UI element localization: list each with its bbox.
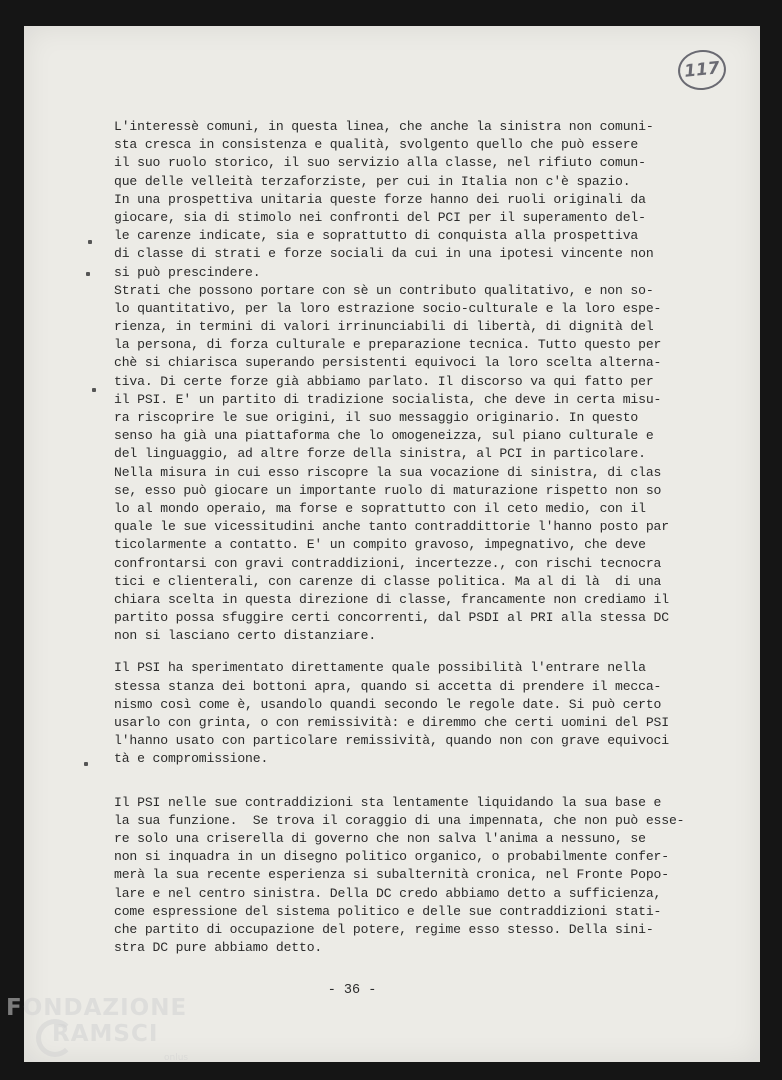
text-line: il suo ruolo storico, il suo servizio alla classe, nel rifiuto comun- — [114, 155, 646, 171]
margin-mark — [86, 272, 90, 276]
text-line: stra DC pure abbiamo detto. — [114, 940, 323, 956]
paragraph-3 — [114, 794, 685, 958]
watermark-line-2: RAMSCI — [52, 1021, 159, 1047]
text-line: giocare, sia di stimolo nei confronti del PCI per il superamento del- — [114, 209, 646, 225]
text-line: merà la sua recente esperienza si subalternità cronica, nel Fronte Popo- — [114, 867, 669, 883]
text-line: tà e compromissione. — [114, 751, 269, 767]
text-line: nismo così come è, usandolo quandi secondo le regole date. Si può certo — [114, 696, 662, 712]
text-line: come espressione del sistema politico e delle sue contraddizioni stati- — [114, 903, 662, 919]
text-line: quale le sue vicessitudini anche tanto contraddittorie l'hanno posto par — [114, 519, 669, 535]
text-line: Nella misura in cui esso riscopre la sua vocazione di sinistra, di clas — [114, 464, 662, 480]
folio-number-stamp: 117 — [676, 48, 728, 93]
text-line: Il PSI ha sperimentato direttamente quale possibilità l'entrare nella — [114, 660, 646, 676]
text-line: rienza, in termini di valori irrinunciabili di libertà, di dignità del — [114, 319, 654, 335]
text-line: Il PSI nelle sue contraddizioni sta lentamente liquidando la sua base e — [114, 794, 662, 810]
text-line: In una prospettiva unitaria queste forze hanno dei ruoli originali da — [114, 191, 646, 207]
text-line: le carenze indicate, sia e soprattutto di conquista alla prospettiva — [114, 228, 639, 244]
text-line: ra riscoprire le sue origini, il suo messaggio originario. In questo — [114, 410, 639, 425]
text-line: sta cresca in consistenza e qualità, svolgento quello che può essere — [114, 137, 639, 153]
text-line: ticolarmente a contatto. E' un compito gravoso, impegnativo, che deve — [114, 537, 646, 553]
text-line: stessa stanza dei bottoni apra, quando si accetta di prendere il mecca- — [114, 678, 662, 694]
text-line: re solo una criserella di governo che non salva l'anima a nessuno, se — [114, 830, 646, 846]
text-line: confrontarsi con gravi contraddizioni, incertezze., con rischi tecnocra — [114, 555, 662, 571]
page-number: - 36 - — [327, 983, 377, 998]
text-line: il PSI. E' un partito di tradizione socialista, che deve in certa misu- — [114, 391, 662, 407]
margin-mark — [88, 240, 92, 244]
watermark-suffix: onlus — [164, 1053, 189, 1063]
text-line: usarlo con grinta, o con remissività: e diremmo che certi uomini del PSI — [114, 715, 669, 730]
text-line: di classe di strati e forze sociali da cui in una ipotesi vincente non — [114, 246, 654, 262]
text-line: del linguaggio, ad altre forze della sinistra, al PCI in particolare. — [114, 446, 646, 462]
text-line: non si inquadra in un disegno politico organico, o probabilmente confer- — [114, 849, 669, 865]
text-line: chiara scelta in questa direzione di classe, francamente non crediamo il — [114, 591, 669, 607]
text-line: la sua funzione. Se trova il coraggio di una impennata, che non può esse- — [114, 812, 685, 828]
text-line: non si lasciano certo distanziare. — [114, 628, 377, 644]
text-line: se, esso può giocare un importante ruolo di maturazione rispetto non so — [114, 482, 662, 498]
text-line: partito possa sfuggire certi concorrenti, dal PSDI al PRI alla stessa DC — [114, 610, 669, 626]
text-line: senso ha già una piattaforma che lo omogeneizza, sul piano culturale e — [114, 428, 654, 444]
text-line: L'interessè comuni, in questa linea, che anche la sinistra non comuni- — [114, 119, 654, 134]
text-line: che partito di occupazione del potere, regime esso stesso. Della sini- — [114, 921, 654, 937]
text-line: l'hanno usato con particolare remissività, quando non con grave equivoci — [114, 733, 669, 749]
text-line: Strati che possono portare con sè un contributo qualitativo, e non so- — [114, 282, 654, 298]
text-line: tici e clienterali, con carenze di classe politica. Ma al di là di una — [114, 573, 662, 589]
text-line: la persona, di forza culturale e preparazione tecnica. Tutto questo per — [114, 337, 662, 353]
text-line: lo quantitativo, per la loro estrazione socio-culturale e la loro espe- — [114, 300, 662, 316]
text-line: que delle velleità terzaforziste, per cui in Italia non c'è spazio. — [114, 173, 631, 189]
paragraph-1 — [114, 118, 669, 645]
watermark-line-1: FONDAZIONE — [6, 995, 188, 1021]
fondazione-gramsci-watermark — [4, 992, 204, 1072]
margin-mark — [84, 762, 88, 766]
typed-text-body — [114, 118, 685, 957]
text-line: si può prescindere. — [114, 264, 261, 280]
text-line: lare e nel centro sinistra. Della DC credo abbiamo detto a sufficienza, — [114, 885, 662, 901]
text-line: lo al mondo operaio, ma forse e soprattutto con il ceto medio, con il — [114, 500, 646, 516]
text-line: chè si chiarisca superando persistenti equivoci la loro scelta alterna- — [114, 355, 662, 371]
text-line: tiva. Di certe forze già abbiamo parlato. Il discorso va qui fatto per — [114, 373, 654, 389]
margin-mark — [92, 388, 96, 392]
paragraph-2 — [114, 659, 669, 768]
